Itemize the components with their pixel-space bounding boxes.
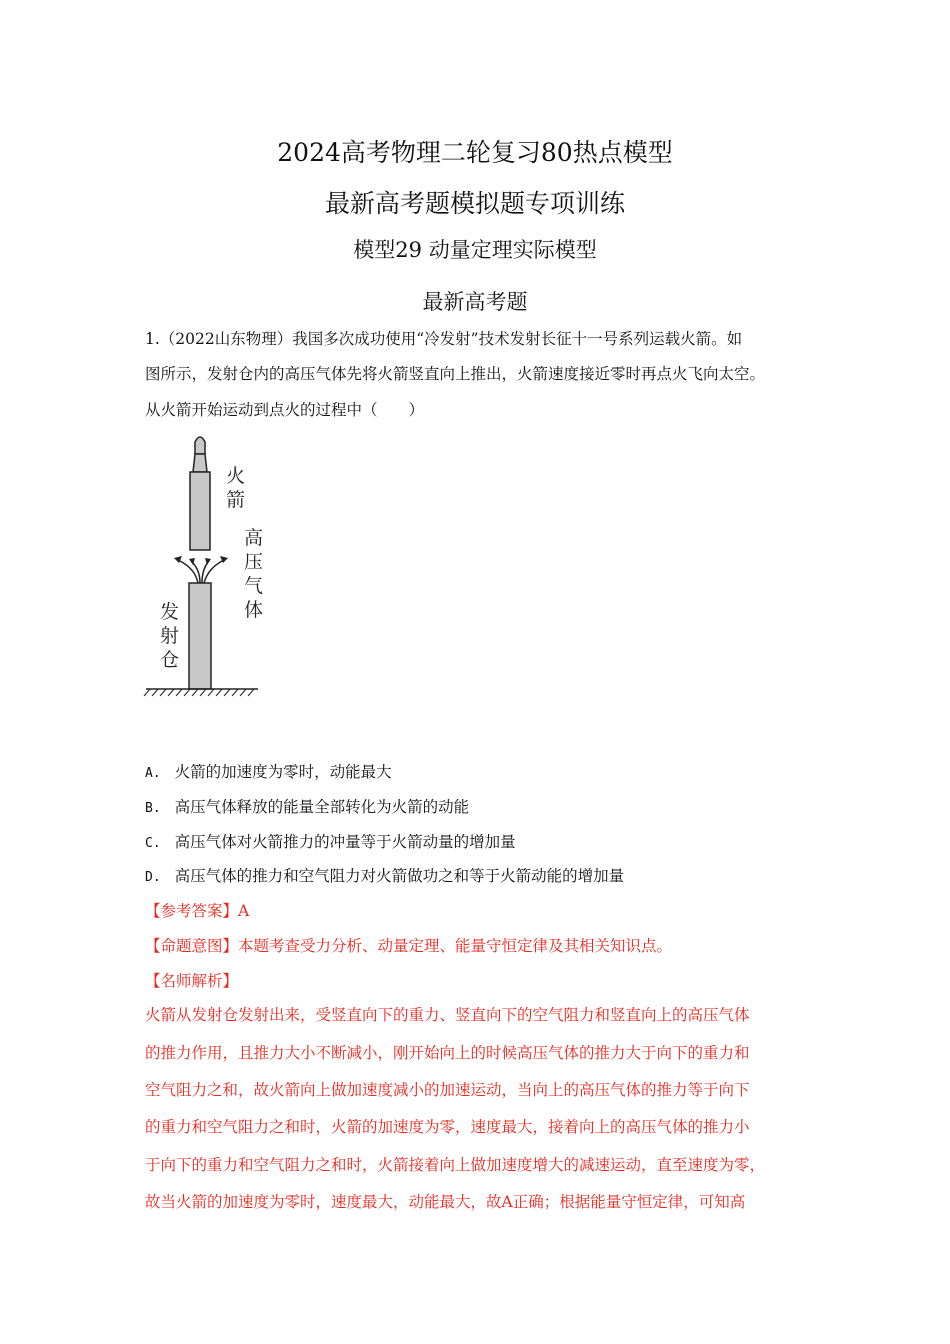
gas-arrows [178,560,224,583]
ground-hatching [144,689,254,696]
label-gas-4: 体 [244,599,264,621]
label-gas-2: 压 [244,551,264,573]
option-c [145,830,516,852]
option-letter: A. [145,766,161,781]
analysis-line-1: 火箭从发射仓发射出来，受竖直向下的重力、竖直向下的空气阻力和竖直向上的高压气体 [145,1006,750,1024]
answer-tag: 【参考答案】A [145,902,250,920]
label-gas-3: 气 [244,575,264,597]
analysis-line-6: 故当火箭的加速度为零时，速度最大，动能最大，故A正确；根据能量守恒定律，可知高 [145,1193,746,1211]
label-gas-1: 高 [244,527,264,549]
option-d [145,864,624,886]
rocket-upper [193,454,207,472]
rocket-nose [195,437,205,454]
label-rocket-2: 箭 [226,489,246,511]
option-letter: D. [145,870,161,885]
section-heading: 最新高考题 [422,290,528,314]
option-letter: C. [145,836,161,851]
label-silo-1: 发 [160,601,180,623]
gas-arrowheads [174,556,228,565]
label-rocket-1: 火 [226,465,246,487]
question-line-1: 1.（2022山东物理）我国多次成功使用“冷发射”技术发射长征十一号系列运载火箭。如 [145,330,743,348]
analysis-line-2: 的推力作用，且推力大小不断减小，刚开始向上的时候高压气体的推力大于向下的重力和 [145,1044,750,1062]
question-line-3: 从火箭开始运动到点火的过程中（ ） [145,401,425,419]
rocket-diagram [140,428,280,700]
question-line-2: 图所示，发射仓内的高压气体先将火箭竖直向上推出，火箭速度接近零时再点火飞向太空。 [145,365,766,383]
doc-title-line1: 2024高考物理二轮复习80热点模型 [277,138,673,167]
label-silo-2: 射 [160,625,180,647]
option-a [145,760,392,782]
intent-tag: 【命题意图】本题考查受力分析、动量定理、能量守恒定律及其相关知识点。 [145,937,673,955]
option-text: 高压气体对火箭推力的冲量等于火箭动量的增加量 [174,833,516,851]
doc-title-line3: 模型29 动量定理实际模型 [353,238,597,262]
option-letter: B. [145,801,161,816]
rocket-body [190,472,210,550]
analysis-tag: 【名师解析】 [145,972,239,990]
launch-silo [189,583,211,689]
analysis-line-3: 空气阻力之和，故火箭向上做加速度减小的加速运动，当向上的高压气体的推力等于向下 [145,1081,750,1099]
option-text: 高压气体的推力和空气阻力对火箭做功之和等于火箭动能的增加量 [174,867,625,885]
rocket-launch-figure [140,428,280,700]
option-b [145,795,469,817]
analysis-line-5: 于向下的重力和空气阻力之和时，火箭接着向上做加速度增大的减速运动，直至速度为零， [145,1156,766,1174]
analysis-line-4: 的重力和空气阻力之和时，火箭的加速度为零，速度最大，接着向上的高压气体的推力小 [145,1118,750,1136]
label-silo-3: 仓 [160,649,180,671]
option-text: 火箭的加速度为零时，动能最大 [174,763,392,781]
doc-title-line2: 最新高考题模拟题专项训练 [324,189,625,218]
option-text: 高压气体释放的能量全部转化为火箭的动能 [174,798,470,816]
